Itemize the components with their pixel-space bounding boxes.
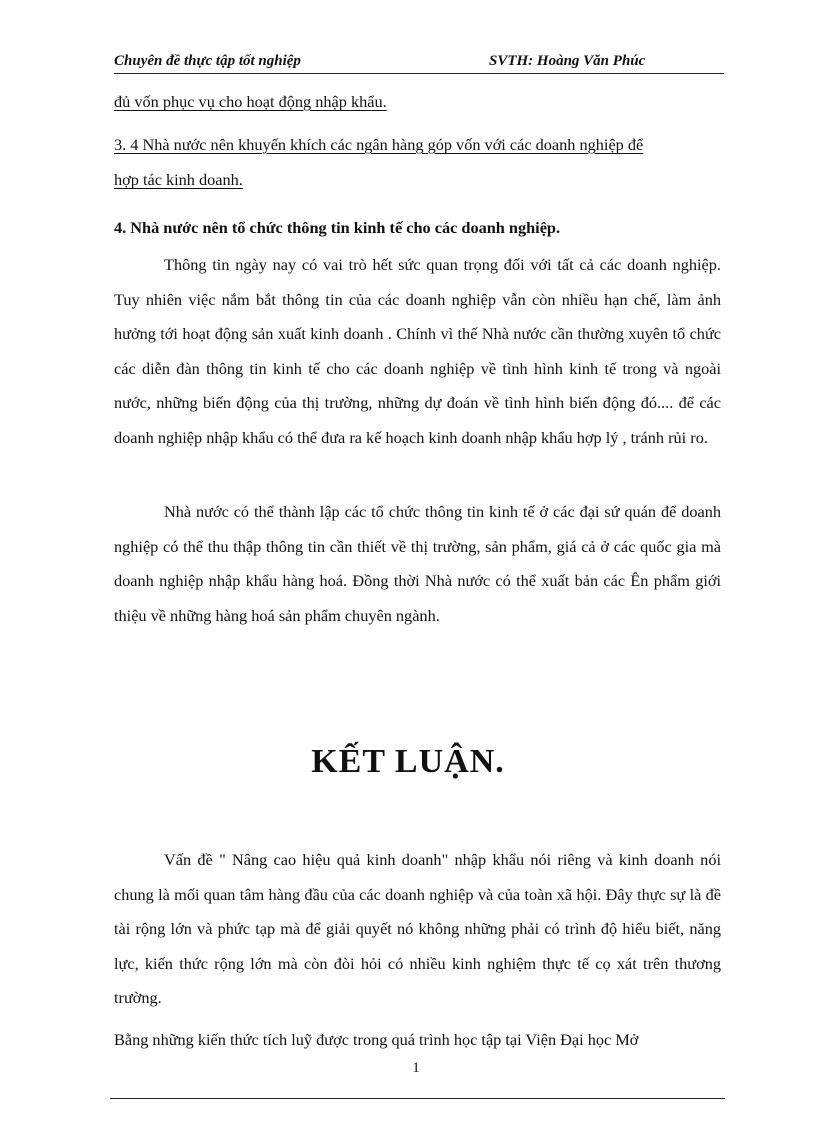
conclusion-title: KẾT LUẬN. xyxy=(311,743,505,780)
last-line: Bằng những kiến thức tích luỹ được trong quá trình học tập tại Viện Đại học Mở xyxy=(114,1030,639,1049)
page-header xyxy=(114,52,724,74)
header-right-author: SVTH: Hoàng Văn Phúc xyxy=(489,53,646,69)
header-left-title: Chuyên đề thực tập tốt nghiệp xyxy=(114,53,301,69)
paragraph-info-role: Thông tin ngày nay có vai trò hết sức quan trọng đối với tất cả các doanh nghiệp. Tuy nhiên việc nắm bắt thông tin của các doanh nghiệp vẫn còn nhiều hạn chế, làm ảnh hưởng tới hoạt động sản xuất kinh doanh . Chính vì thế Nhà nước cần thường xuyên tổ chức các diễn đàn thông tin kinh tế cho các doanh nghiệp về tình hình kinh tế trong và ngoài nước, những biến động của thị trường, những dự đoán về tình hình biến động đó.... để các doanh nghiệp nhập khẩu có thể đưa ra kế hoạch kinh doanh nhập khẩu hợp lý , tránh rủi ro. xyxy=(114,255,721,447)
section-3-4-line2: hợp tác kinh doanh. xyxy=(114,170,243,189)
section-4-heading: 4. Nhà nước nên tổ chức thông tin kinh tế cho các doanh nghiệp. xyxy=(114,218,561,237)
line-continuation: đủ vốn phục vụ cho hoạt động nhập khẩu. xyxy=(114,92,387,111)
footer-divider xyxy=(110,1098,725,1099)
section-3-4-line1: 3. 4 Nhà nước nên khuyến khích các ngân hàng góp vốn với các doanh nghiệp để xyxy=(114,135,644,154)
paragraph-conclusion: Vấn đề " Nâng cao hiệu quả kinh doanh" nhập khẩu nói riêng và kinh doanh nói chung là mối quan tâm hàng đầu của các doanh nghiệp và của toàn xã hội. Đây thực sự là đề tài rộng lớn và phức tạp mà để giải quyết nó không những phải có trình độ hiểu biết, năng lực, kiến thức rộng lớn mà còn đòi hỏi có nhiều kinh nghiệm thực tế cọ xát trên thương trường. xyxy=(114,850,721,1007)
paragraph-info-organizations: Nhà nước có thể thành lập các tổ chức thông tin kinh tế ở các đại sứ quán để doanh nghiệp có thể thu thập thông tin cần thiết về thị trường, sản phẩm, giá cả ở các quốc gia mà doanh nghiệp nhập khẩu hàng hoá. Đồng thời Nhà nước có thể xuất bản các Ên phẩm giới thiệu về những hàng hoá sản phẩm chuyên ngành. xyxy=(114,502,721,625)
page-number: 1 xyxy=(412,1060,420,1076)
